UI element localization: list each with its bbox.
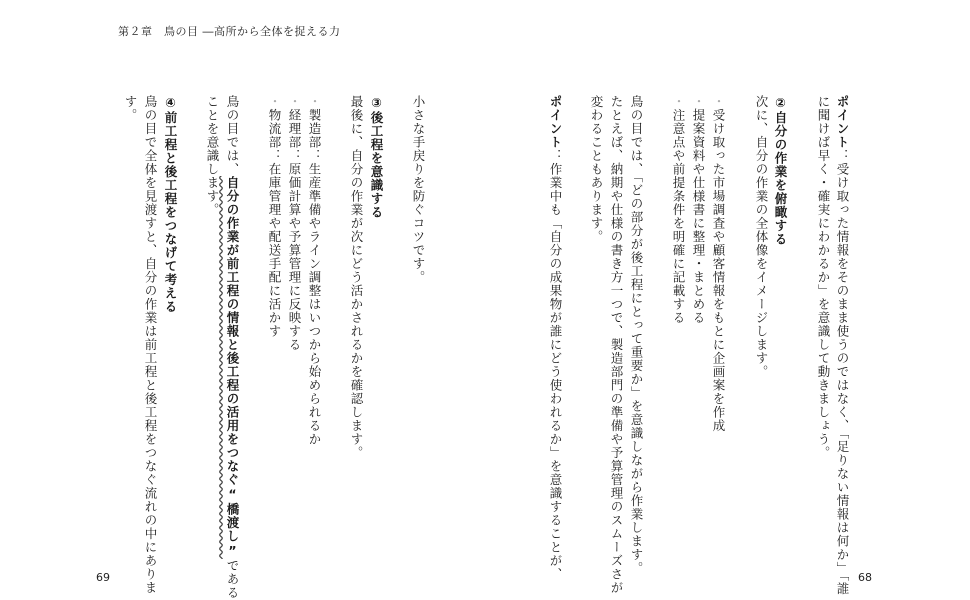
body-line: 鳥の目で全体を見渡すと、自分の作業は前工程と後工程をつなぐ流れの中にありま [143,95,158,595]
body-line: ことを意識します。 [205,95,220,217]
point-text: ：作業中も「自分の成果物が誰にどう使われるか」を意識することが、 [548,149,563,581]
body-line: たとえば、納期や仕様の書き方一つで、製造部門の準備や予算管理のスムーズさが [609,95,624,595]
bullet-item: ・注意点や前提条件を明確に記載する [671,95,686,325]
wavy-emphasis: 自分の作業が前工程の情報と後工程の活用をつなぐ“橋渡し” [225,176,240,559]
body-line: 変わることもあります。 [589,95,604,244]
point-text: ：受け取った情報をそのまま使うのではなく、「足りない情報は何か」「誰 [835,149,850,596]
point-line-2 [547,95,563,581]
body-line: 最後に、自分の作業が次にどう活かされるかを確認します。 [349,95,364,460]
body-line: す。 [123,95,138,122]
bullet-icon: ・ [691,95,706,109]
point-label: ポイント [835,95,850,149]
chapter-header: 第２章 鳥の目 ―高所から全体を捉える力 [118,25,341,38]
bullet-icon: ・ [287,95,302,109]
bullet-item: ・経理部：原価計算や予算管理に反映する [287,95,302,352]
section-heading-4: ④前工程と後工程をつなげて考える [163,95,178,314]
body-line: に聞けば早く・確実にわかるか」を意識して動きましょう。 [816,95,831,460]
page-number-left: 69 [96,571,110,584]
bullet-item: ・物流部：在庫管理や配送手配に活かす [267,95,282,338]
bullet-icon: ・ [267,95,282,109]
body-line: 小さな手戻りを防ぐコツです。 [411,95,426,284]
body-line: 次に、自分の作業の全体像をイメージします。 [754,95,769,379]
bullet-item: ・製造部：生産準備やライン調整はいつから始められるか [307,95,322,446]
bullet-icon: ・ [671,95,686,109]
section-heading-3: ③後工程を意識する [369,95,384,219]
bullet-icon: ・ [307,95,322,109]
section-heading-2: ②自分の作業を俯瞰する [773,95,788,246]
point-line-1 [834,95,850,596]
point-label: ポイント [548,95,563,149]
body-line: 鳥の目では、「どの部分が後工程にとって重要か」を意識しながら作業します。 [629,95,644,575]
bullet-icon: ・ [711,95,726,109]
emphasis-line: 鳥の目では、自分の作業が前工程の情報と後工程の活用をつなぐ“橋渡し”である [225,95,240,600]
bullet-item: ・受け取った市場調査や顧客情報をもとに企画案を作成 [711,95,726,433]
page-number-right: 68 [858,571,872,584]
bullet-item: ・提案資料や仕様書に整理・まとめる [691,95,706,325]
